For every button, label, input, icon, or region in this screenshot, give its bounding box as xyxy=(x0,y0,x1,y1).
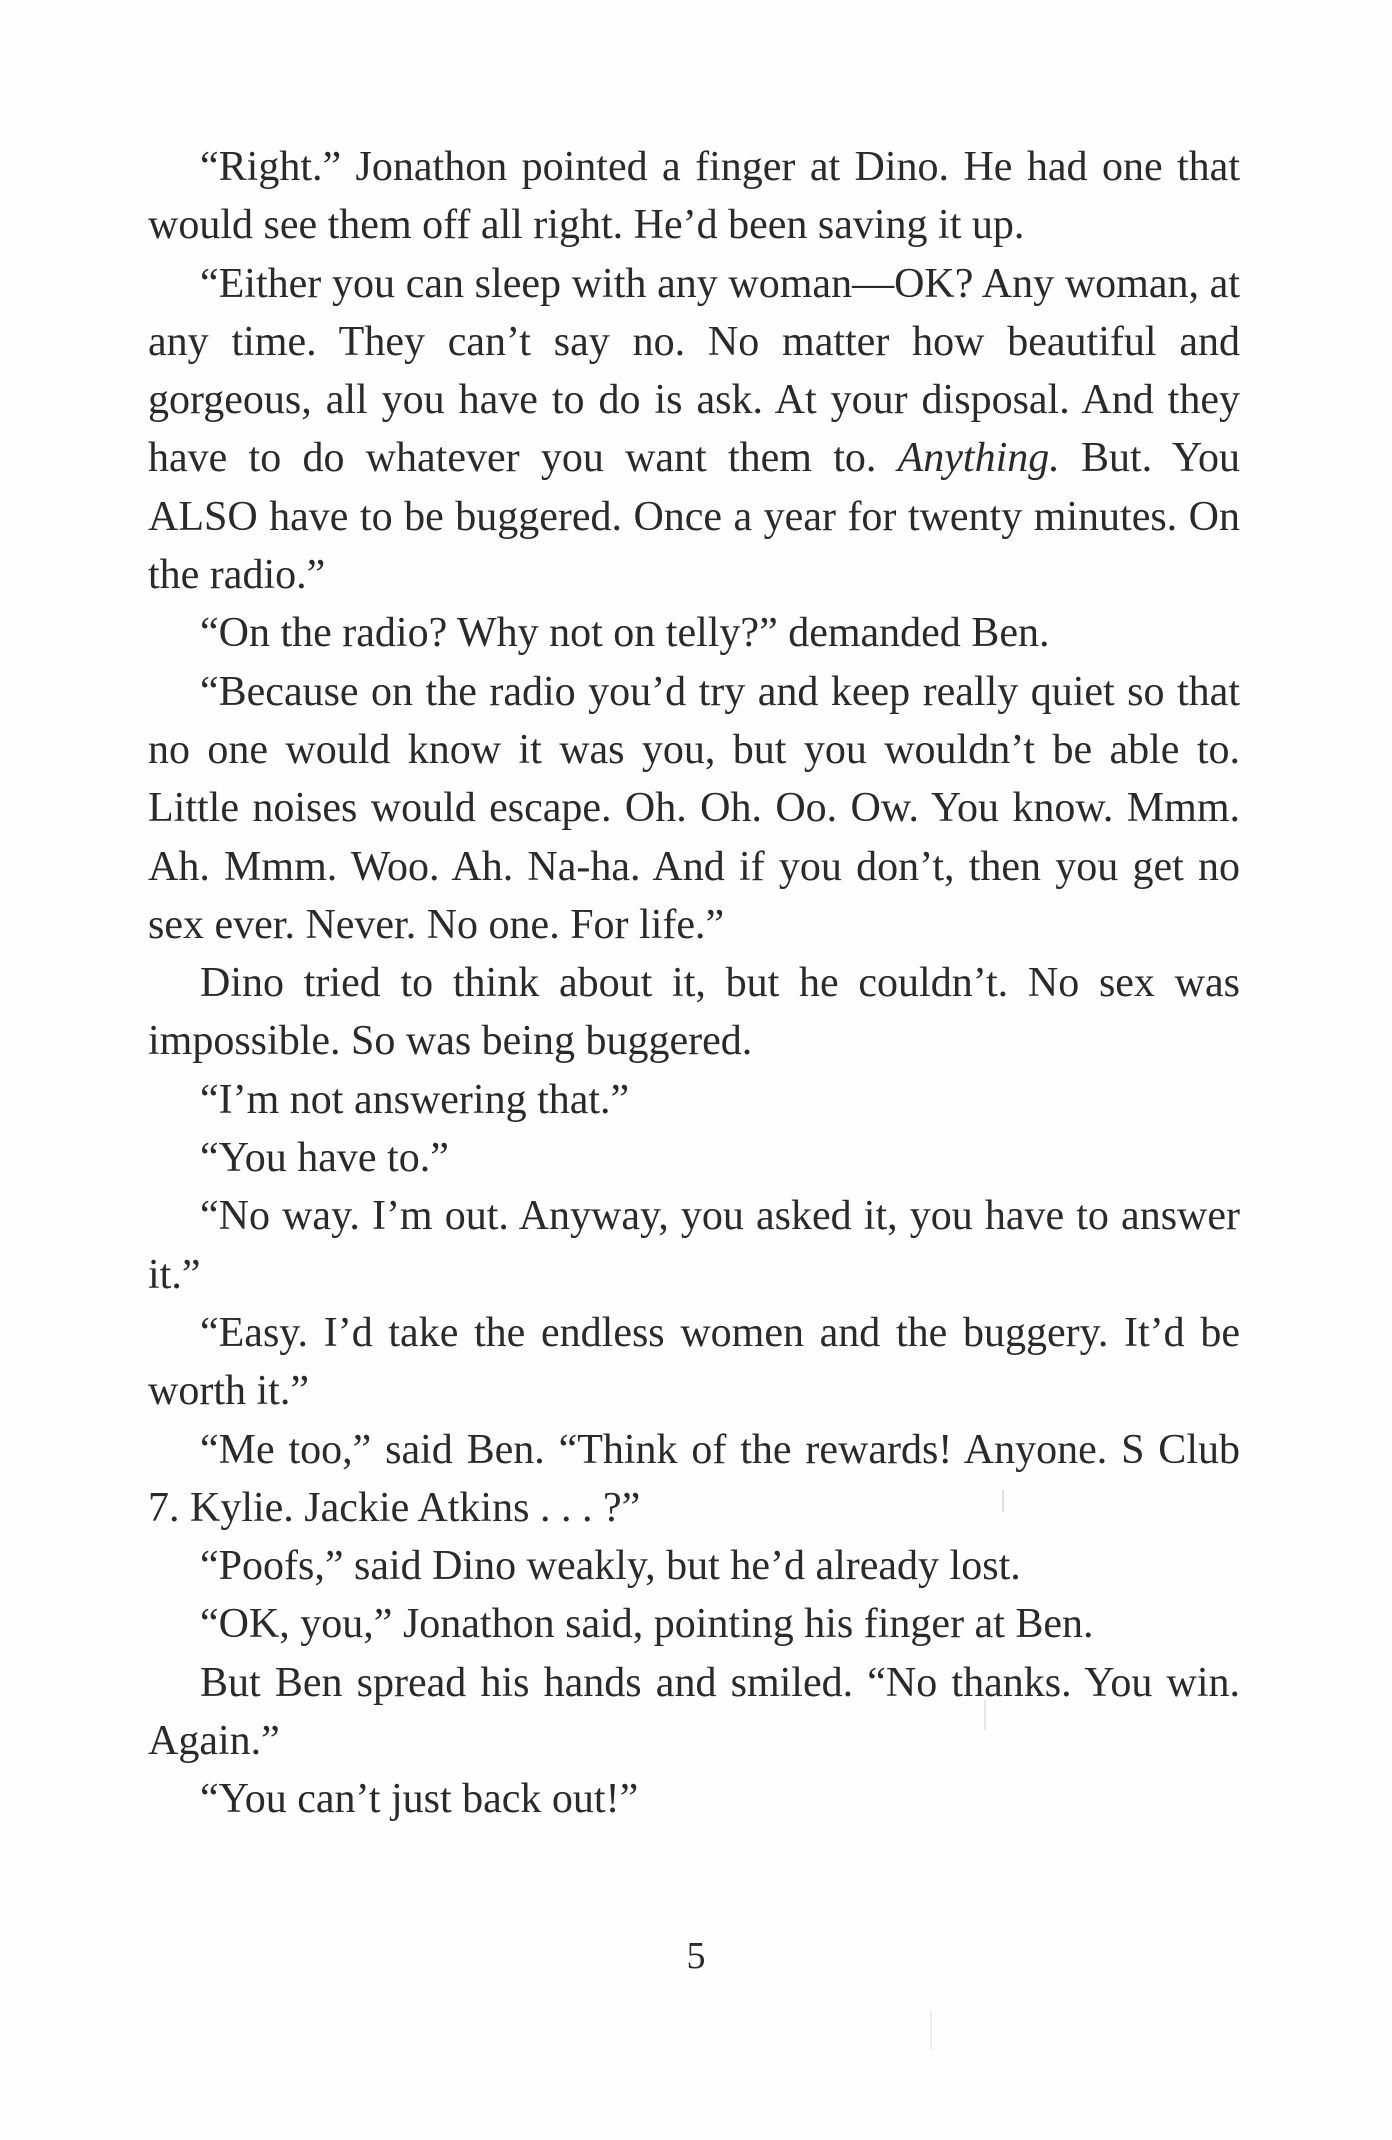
paragraph-text: “Right.” Jonathon pointed a finger at Dino. He had one that would see them off all right. He’d been saving it up. xyxy=(148,144,1240,249)
paragraph xyxy=(148,1129,1240,1187)
paragraph-text: “On the radio? Why not on telly?” demanded Ben. xyxy=(200,610,1050,657)
paragraph-text: But Ben spread his hands and smiled. “No thanks. You win. Again.” xyxy=(148,1659,1240,1765)
paragraph-text: “I’m not answering that.” xyxy=(200,1076,630,1123)
scan-mark xyxy=(930,2010,932,2050)
scan-mark xyxy=(984,1700,986,1730)
paragraph-text: “Poofs,” said Dino weakly, but he’d already lost. xyxy=(200,1543,1021,1590)
paragraph xyxy=(148,1304,1240,1421)
paragraph xyxy=(148,1187,1240,1304)
paragraph-text: “OK, you,” Jonathon said, pointing his finger at Ben. xyxy=(200,1601,1094,1648)
paragraph xyxy=(148,1537,1240,1595)
scan-mark xyxy=(1002,1490,1004,1512)
paragraph xyxy=(148,255,1240,605)
paragraph xyxy=(148,604,1240,662)
italic-text: Anything. xyxy=(897,435,1060,482)
body-text xyxy=(148,138,1240,1829)
paragraph-text: “You have to.” xyxy=(200,1135,449,1182)
paragraph xyxy=(148,954,1240,1071)
paragraph-text: “No way. I’m out. Anyway, you asked it, you have to answer it.” xyxy=(148,1193,1240,1298)
paragraph-text: “Me too,” said Ben. “Think of the rewards! Anyone. S Club 7. Kylie. Jackie Atkins . . . ?” xyxy=(148,1426,1240,1531)
paragraph xyxy=(148,1654,1240,1771)
paragraph-text: “Either you can sleep with any woman—OK? Any woman, at any time. They can’t say no. No matter how beautiful and gorgeous, all you have to do is ask. At your disposal. And they have to do whatever you want them to. xyxy=(148,260,1240,482)
paragraph xyxy=(148,663,1240,954)
paragraph-text: “You can’t just back out!” xyxy=(200,1776,639,1823)
paragraph-text: “Because on the radio you’d try and keep really quiet so that no one would know it was you, but you wouldn’t be able to. Little noises would escape. Oh. Oh. Oo. Ow. You know. Mmm. Ah. Mmm. Woo. Ah. Na-ha. And if you don’t, then you get no sex ever. Never. No one. For life.” xyxy=(148,668,1240,948)
paragraph xyxy=(148,1071,1240,1129)
paragraph-text: But. You ALSO have to be buggered. Once a year for twenty minutes. On the radio.” xyxy=(148,435,1240,599)
paragraph-text: “Easy. I’d take the endless women and the buggery. It’d be worth it.” xyxy=(148,1309,1240,1415)
paragraph xyxy=(148,138,1240,255)
paragraph-text: Dino tried to think about it, but he couldn’t. No sex was impossible. So was being buggered. xyxy=(148,960,1240,1065)
paragraph xyxy=(148,1421,1240,1538)
paragraph xyxy=(148,1595,1240,1653)
paragraph xyxy=(148,1770,1240,1828)
page-number: 5 xyxy=(686,1935,706,1977)
